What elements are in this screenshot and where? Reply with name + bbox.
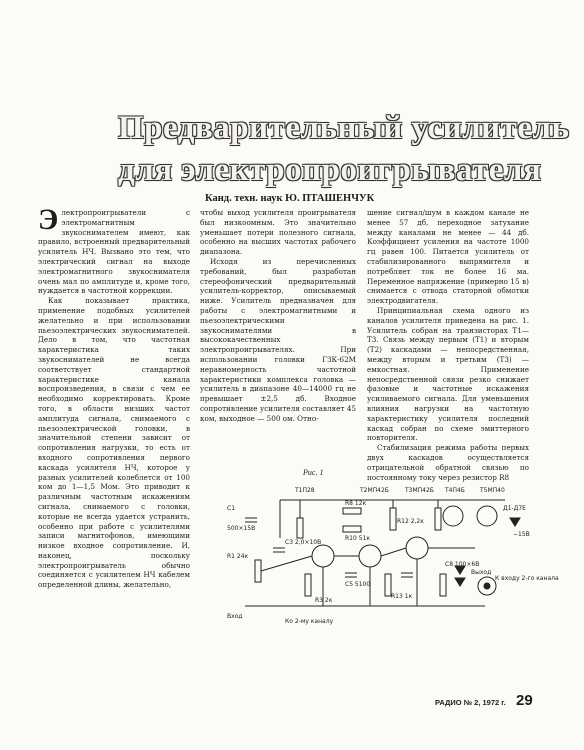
label-c1: С1	[227, 505, 236, 512]
label-r8: R8 12к	[345, 500, 367, 507]
text-column-2	[200, 208, 356, 424]
label-c8: С8 100×6В	[445, 561, 480, 568]
page-number: 29	[516, 692, 533, 709]
label-output: Выход	[471, 569, 492, 576]
label-r13: R13 1к	[391, 593, 413, 600]
paragraph: шение сигнал/шум в каждом канале не менее 57 дб, переходное затухание между каналами не менее — 44 дб. Коэффициент усиления на частоте 1000 гц равен 100. Питается усилитель от стабилизированного выпрямителя и потребляет ток не более 16 ма. Переменное напряжение (примерно 15 в) снимается с отвода статорной обмотки электродвигателя.	[367, 208, 529, 306]
text-column-3	[367, 208, 529, 482]
label-r10: R10 51к	[345, 535, 370, 542]
circuit-schematic	[225, 478, 559, 628]
label-t1: Т1П28	[295, 487, 315, 494]
author-byline: Канд. техн. наук Ю. ПТАШЕНЧУК	[205, 193, 375, 204]
label-c5: С5 5100	[345, 581, 371, 588]
label-input: Вход	[227, 613, 243, 620]
drop-cap: Э	[38, 203, 59, 236]
label-channel2: Ко 2-му каналу	[285, 618, 334, 625]
label-c1-value: 500×15В	[227, 525, 256, 532]
label-t5: Т5МП40	[480, 487, 505, 494]
label-minus15v: −15В	[513, 531, 530, 538]
label-diodes: Д1-Д7Е	[503, 505, 526, 512]
label-t4: Т4П4Б	[445, 487, 465, 494]
paragraph: Стабилизация режима работы первых двух каскадов осуществляется отрицательной обратной связью по постоянному току через резистор R8	[367, 443, 529, 482]
footer-journal: РАДИО № 2, 1972 г.	[435, 698, 506, 707]
paragraph: Как показывает практика, применение подобных усилителей желательно и при использовании пьезоэлектрических звукоснимателей. Дело в том, что частотная характеристика таких звукоснимателей не всегда соответствует стандартной характеристике канала воспроизведения, в связи с чем ее необходимо корректировать. Кроме того, в области низших частот амплитуда сигнала, снимаемого с пьезоэлектрической головки, в значительной степени зависит от сопротивления нагрузки, то есть от входного сопротивления первого каскада усилителя НЧ, которое у разных усилителей колеблется от 100 ком до 1—1,5 Мом. Это приводит к различным частотным искажениям сигнала, снимаемого с головки, которые не всегда удается устранить, особенно при работе с усилителями записи магнитофонов, имеющими низкое входное сопротивление. И, наконец, поскольку электропроигрыватель обычно соединяется с усилителем НЧ кабелем определенной длины, желательно,	[38, 296, 190, 590]
paragraph: чтобы выход усилителя проигрывателя был низкоомным. Это значительно уменьшает потери полезного сигнала, особенно на высших частотах рабочего диапазона.	[200, 208, 356, 257]
label-r1: R1 24к	[227, 553, 249, 560]
article-title-line1: Предварительный усилитель	[118, 110, 570, 146]
label-t2: Т2МП42Б	[360, 487, 389, 494]
text-column-1	[38, 203, 190, 590]
article-title-line2: для электропроигрывателя	[118, 152, 542, 188]
label-output-channel2: К входу 2-го канала	[495, 575, 559, 582]
figure-caption: Рис. 1	[303, 468, 324, 477]
label-t3: Т3МП42Б	[405, 487, 434, 494]
label-r12: R12 2,2к	[397, 518, 424, 525]
label-r3: R3 2к	[315, 597, 333, 604]
paragraph: Исходя из перечисленных требований, был разработан стереофонический предварительный усилитель-корректор, описываемый ниже. Усилитель предназначен для работы с электромагнитными и пьезоэлектрическими звукоснимателями в высококачественных электропроигрывателях. При использовании головки ГЗК-62М неравномерность частотной характеристики комплекса головка — усилитель в диапазоне 40—14000 гц не превышает ±2,5 дб. Входное сопротивление усилителя составляет 45 ком, выходное — 500 ом. Отно-	[200, 256, 356, 423]
label-c3: С3 2,0×10В	[285, 539, 322, 546]
paragraph: Принципиальная схема одного из каналов усилителя приведена на рис. 1. Усилитель собран на транзисторах Т1—Т3. Связь между первым (Т1) и вторым (Т2) каскадами — непосредственная, между вторым и третьим (Т3) — емкостная. Применение непосредственной связи резко снижает фазовые и частотные искажения усиливаемого сигнала. Для уменьшения влияния нагрузки на частотную характеристику усилителя последний каскад собран по схеме эмиттерного повторителя.	[367, 305, 529, 443]
paragraph: лектропроигрыватели с электромагнитным звукоснимателем имеют, как правило, встроенный предварительный усилитель НЧ. Вызвано это тем, что электрический сигнал на выходе электромагнитного звукоснимателя очень мал по амплитуде и, кроме того, нуждается в частотной коррекции.	[38, 208, 190, 296]
